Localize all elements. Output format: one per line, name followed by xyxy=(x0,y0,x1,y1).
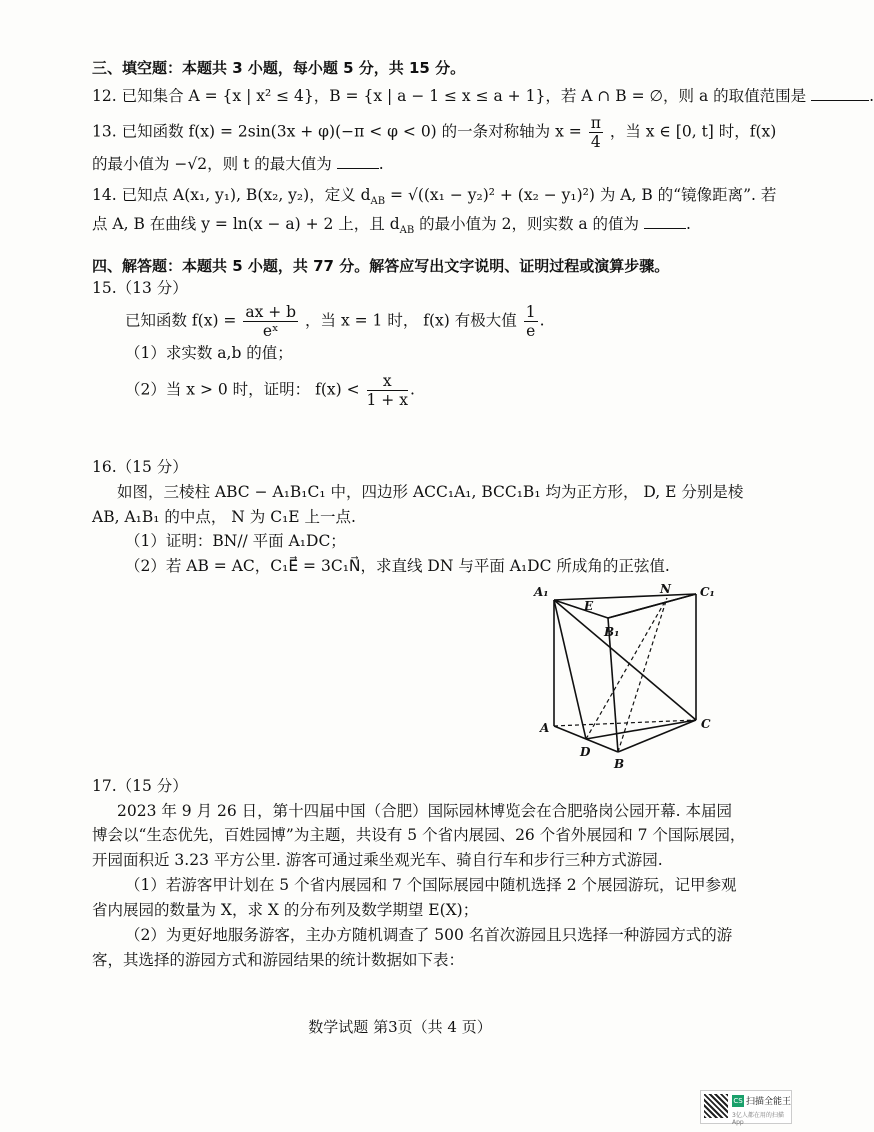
q12-period: . xyxy=(869,87,874,105)
q13-text-a: 13. 已知函数 f(x) = 2sin(3x + φ)(−π < φ < 0) 的一条对称轴为 x = xyxy=(92,122,582,141)
q15-p2-fraction xyxy=(367,372,408,409)
q15-max-num: 1 xyxy=(525,303,536,321)
q15-p2-period: . xyxy=(409,380,415,399)
label-a: A xyxy=(540,721,550,735)
label-c1: C₁ xyxy=(700,585,715,599)
q15-part2 xyxy=(125,372,415,409)
label-b: B xyxy=(614,757,625,771)
q15-max-den: e xyxy=(526,322,536,340)
q16-line1: 如图，三棱柱 ABC − A₁B₁C₁ 中，四边形 ACC₁A₁, BCC₁B₁ 均为正方形， D, E 分别是棱 xyxy=(117,483,744,501)
q15-p2-num: x xyxy=(367,372,408,391)
q17-title: 17.（15 分） xyxy=(92,777,188,795)
q13-period: . xyxy=(378,155,384,173)
q17-part2-line1: （2）为更好地服务游客，主办方随机调查了 500 名首次游园且只选择一种游园方式的游 xyxy=(125,926,733,944)
q15-stem-a: 已知函数 f(x) = xyxy=(125,311,237,330)
q17-line2: 博会以“生态优先，百姓园博”为主题，共设有 5 个省内展园、26 个省外展园和 7 个国际展园， xyxy=(92,826,746,844)
q15-frac-num: ax + b xyxy=(245,303,297,321)
edge-d-n-dashed xyxy=(586,598,667,739)
label-a1: A₁ xyxy=(534,585,549,599)
q17-line1: 2023 年 9 月 26 日，第十四届中国（合肥）国际园林博览会在合肥骆岗公园开幕. 本届园 xyxy=(117,802,733,820)
scanner-logo-icon: CS xyxy=(733,1097,743,1105)
q15-stem-period: . xyxy=(539,311,545,330)
label-b1: B₁ xyxy=(604,625,620,639)
q15-fraction xyxy=(243,303,298,340)
edge-a1-d xyxy=(554,600,586,739)
section4-heading: 四、解答题：本题共 5 小题，共 77 分。解答应写出文字说明、证明过程或演算步骤。 xyxy=(92,257,670,275)
q14-text-b: = √((x₁ − y₂)² + (x₂ − y₁)²) 为 A, B 的“镜像距离”. 若 xyxy=(385,186,777,204)
q13-text-c: 的最小值为 −√2，则 t 的最大值为 xyxy=(92,155,332,173)
q15-p2-den: 1 + x xyxy=(366,391,408,409)
q16-part1: （1）证明：BN// 平面 A₁DC； xyxy=(125,532,346,550)
q15-part1: （1）求实数 a,b 的值； xyxy=(125,344,293,362)
page-footer: 数学试题 第3页（共 4 页） xyxy=(308,1018,492,1036)
question-14-line2 xyxy=(92,213,691,242)
q15-frac-den: eˣ xyxy=(262,322,279,340)
q15-title: 15.（13 分） xyxy=(92,279,188,297)
q16-part2: （2）若 AB = AC，C₁E⃗ = 3C₁N⃗，求直线 DN 与平面 A₁DC 所成角的正弦值. xyxy=(125,557,670,575)
q14-sub: AB xyxy=(370,196,386,208)
section3-heading: 三、填空题：本题共 3 小题，每小题 5 分，共 15 分。 xyxy=(92,59,466,77)
q16-line2: AB, A₁B₁ 的中点， N 为 C₁E 上一点. xyxy=(92,508,356,526)
q16-title: 16.（15 分） xyxy=(92,458,188,476)
q14-period: . xyxy=(685,215,691,233)
label-n: N xyxy=(660,582,671,596)
label-d: D xyxy=(580,745,591,759)
q14-sub-2: AB xyxy=(399,225,415,237)
q14-text-d: 的最小值为 2，则实数 a 的值为 xyxy=(414,215,640,233)
q13-text-b: ，当 x ∈ [0, t] 时，f(x) xyxy=(609,122,777,141)
q15-max-fraction xyxy=(524,303,538,340)
q13-answer-blank[interactable] xyxy=(337,154,379,169)
q15-p2-text: （2）当 x > 0 时，证明： f(x) < xyxy=(125,380,360,399)
edge-a1-c xyxy=(554,600,696,720)
q15-stem xyxy=(125,303,545,340)
q13-frac-den: 4 xyxy=(590,133,601,151)
q17-part1-line1: （1）若游客甲计划在 5 个省内展园和 7 个国际展园中随机选择 2 个展园游玩，记甲参观 xyxy=(125,876,737,894)
question-14-line1 xyxy=(92,184,776,213)
scanner-watermark xyxy=(700,1090,792,1124)
question-12 xyxy=(92,85,874,107)
q15-stem-b: ，当 x = 1 时， f(x) 有极大值 xyxy=(305,311,517,330)
q14-answer-blank[interactable] xyxy=(644,214,686,229)
q14-text-c: 点 A, B 在曲线 y = ln(x − a) + 2 上，且 d xyxy=(92,215,400,233)
q17-part2-line2: 客，其选择的游园方式和游园结果的统计数据如下表： xyxy=(92,951,465,969)
question-13-line1 xyxy=(92,114,776,151)
q17-part1-line2: 省内展园的数量为 X，求 X 的分布列及数学期望 E(X)； xyxy=(92,901,479,919)
q12-answer-blank[interactable] xyxy=(811,86,869,101)
q17-line3: 开园面积近 3.23 平方公里. 游客可通过乘坐观光车、骑自行车和步行三种方式游园. xyxy=(92,851,663,869)
label-c: C xyxy=(701,717,711,731)
qr-code-icon xyxy=(704,1094,728,1118)
q12-text: 12. 已知集合 A = {x | x² ≤ 4}，B = {x | a − 1 ≤ x ≤ a + 1}，若 A ∩ B = ∅，则 a 的取值范围是 xyxy=(92,87,807,105)
q14-text-a: 14. 已知点 A(x₁, y₁), B(x₂, y₂)，定义 d xyxy=(92,186,371,204)
q13-fraction xyxy=(589,114,603,151)
scanner-subtitle: 3亿人都在用的扫描App xyxy=(732,1112,784,1126)
edge-b-c xyxy=(618,720,696,752)
q13-frac-num: π xyxy=(590,114,601,132)
prism-figure xyxy=(520,580,720,780)
question-13-line2 xyxy=(92,153,384,175)
label-e: E xyxy=(584,599,594,613)
scanner-title: 扫描全能王 xyxy=(746,1097,792,1107)
